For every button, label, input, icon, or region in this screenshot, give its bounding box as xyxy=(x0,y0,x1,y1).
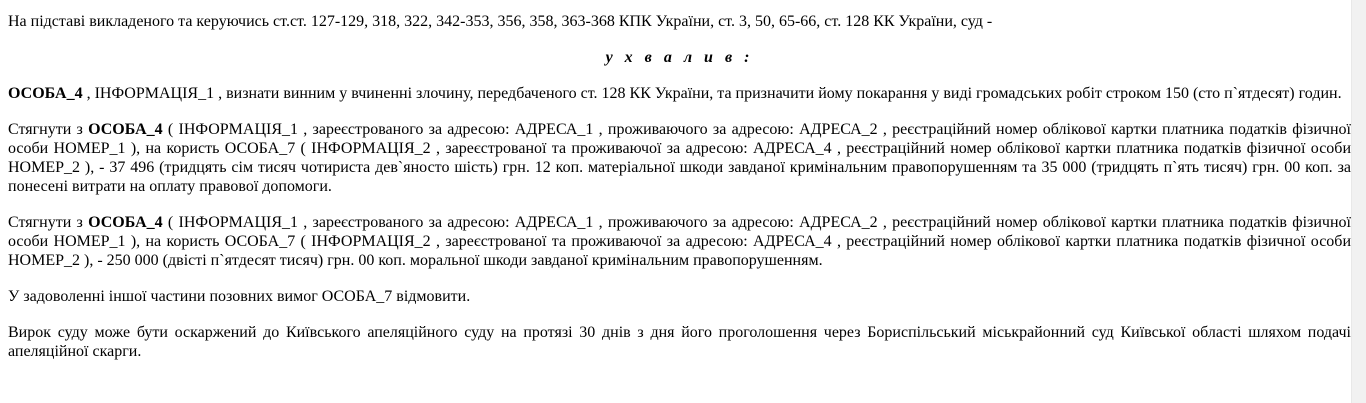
resolution-heading-paragraph xyxy=(8,48,1351,67)
damages-prefix: Стягнути з xyxy=(8,214,89,231)
appeal-paragraph: Вирок суду може бути оскаржений до Київського апеляційного суду на протязі 30 днів з дня його проголошення через Бориспільський міськрайонний суд Київської області шляхом подачі апеляційної скарги. xyxy=(8,324,1351,360)
intro-paragraph: На підставі викладеного та керуючись ст.ст. 127-129, 318, 322, 342-353, 356, 358, 363-368 КПК України, ст. 3, 50, 65-66, ст. 128 КК України, суд - xyxy=(8,13,993,30)
resolution-heading: у х в а л и в : xyxy=(605,49,754,66)
defendant-name: ОСОБА_4 xyxy=(88,214,163,231)
verdict-text: , ІНФОРМАЦІЯ_1 , визнати винним у вчиненні злочину, передбаченого ст. 128 КК України, та призначити йому покарання у виді громадських робіт строком 150 (сто п`ятдесят) годин. xyxy=(82,85,1342,102)
defendant-name: ОСОБА_4 xyxy=(88,121,163,138)
material-damages-text: ( ІНФОРМАЦІЯ_1 , зареєстрованого за адресою: АДРЕСА_1 , проживаючого за адресою: АДРЕСА_2 , реєстраційний номер облікової картки платника податків фізичної особи НОМЕР_1 ), на користь ОСОБА_7 ( ІНФОРМАЦІЯ_2 , зареєстрованої та проживаючої за адресою: АДРЕСА_4 , реєстраційний номер облікової картки платника податків фізичної особи НОМЕР_2 ), - 37 496 (тридцять сім тисяч чотириста дев`яносто шість) грн. 12 коп. матеріальної шкоди завданої кримінальним правопорушенням та 35 000 (тридцять п`ять тисяч) грн. 00 коп. за понесені витрати на оплату правової допомоги. xyxy=(8,121,1351,195)
court-decision-text xyxy=(8,12,1351,378)
material-damages-paragraph xyxy=(8,120,1351,196)
moral-damages-paragraph xyxy=(8,213,1351,270)
page-scrollbar[interactable] xyxy=(1351,0,1366,403)
damages-prefix: Стягнути з xyxy=(8,121,89,138)
verdict-paragraph xyxy=(8,84,1351,103)
denial-paragraph: У задоволенні іншої частини позовних вимог ОСОБА_7 відмовити. xyxy=(8,288,471,305)
defendant-name: ОСОБА_4 xyxy=(8,85,83,102)
moral-damages-text: ( ІНФОРМАЦІЯ_1 , зареєстрованого за адресою: АДРЕСА_1 , проживаючого за адресою: АДРЕСА_2 , реєстраційний номер облікової картки платника податків фізичної особи НОМЕР_1 ), на користь ОСОБА_7 ( ІНФОРМАЦІЯ_2 , зареєстрованої та проживаючої за адресою: АДРЕСА_4 , реєстраційний номер облікової картки платника податків фізичної особи НОМЕР_2 ), - 250 000 (двісті п`ятдесят тисяч) грн. 00 коп. моральної шкоди завданої кримінальним правопорушенням. xyxy=(8,214,1351,269)
